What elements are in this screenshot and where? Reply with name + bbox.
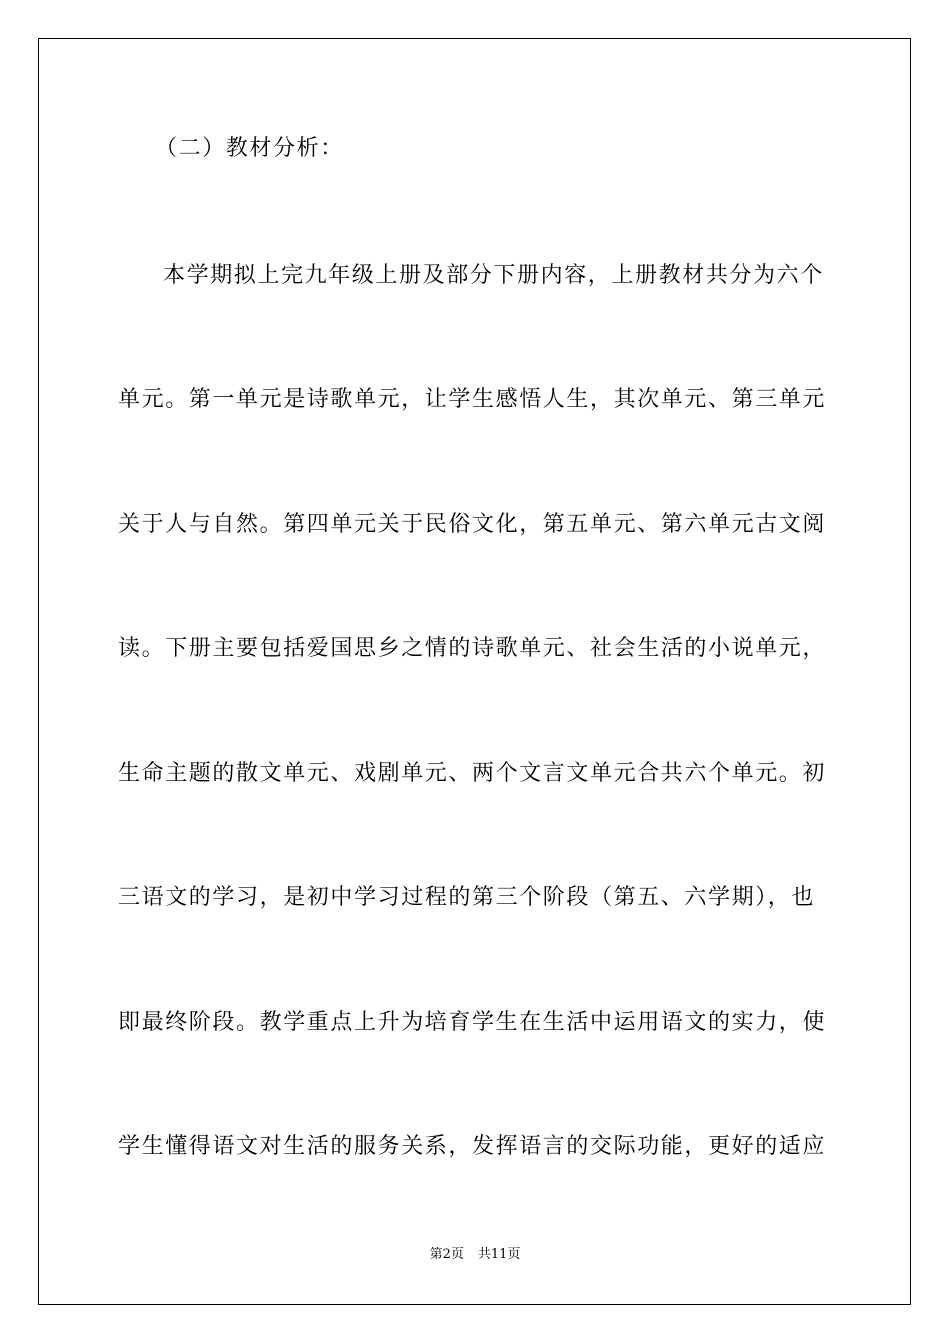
- paragraph-line-7: 即最终阶段。教学重点上升为培育学生在生活中运用语文的实力，使: [118, 1010, 827, 1035]
- paragraph-line-8: 学生懂得语文对生活的服务关系，发挥语言的交际功能，更好的适应: [118, 1134, 827, 1159]
- page-total: 共11页: [477, 1247, 521, 1262]
- paragraph-line-5: 生命主题的散文单元、戏剧单元、两个文言文单元合共六个单元。初: [118, 761, 827, 786]
- paragraph-line-1: 本学期拟上完九年级上册及部分下册内容，上册教材共分为六个: [163, 263, 824, 288]
- paragraph-line-6: 三语文的学习，是初中学习过程的第三个阶段（第五、六学期），也: [118, 885, 816, 910]
- page-border: [38, 38, 911, 1305]
- paragraph-line-2: 单元。第一单元是诗歌单元，让学生感悟人生，其次单元、第三单元: [118, 387, 827, 412]
- page-number: 第2页: [429, 1247, 464, 1262]
- section-heading: （二）教材分析：: [155, 136, 344, 161]
- paragraph-line-3: 关于人与自然。第四单元关于民俗文化，第五单元、第六单元古文阅: [118, 512, 827, 537]
- page-footer: [0, 1246, 950, 1264]
- paragraph-line-4: 读。下册主要包括爱国思乡之情的诗歌单元、社会生活的小说单元，: [118, 636, 827, 661]
